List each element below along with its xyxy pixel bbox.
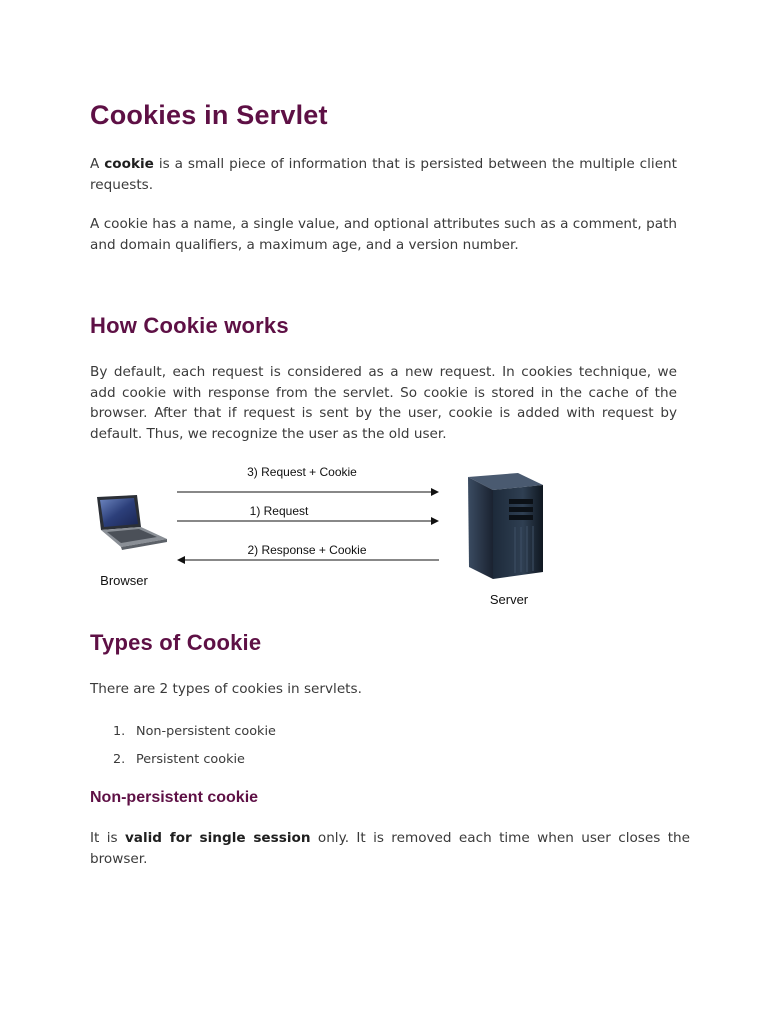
intro-p1-prefix: A	[90, 156, 105, 172]
arrow-label-request-cookie: 3) Request + Cookie	[247, 465, 357, 479]
types-intro-paragraph: There are 2 types of cookies in servlets.	[90, 681, 362, 697]
intro-paragraph-2: A cookie has a name, a single value, and optional attributes such as a comment, path and domain qualifiers, a maximum age, and a version number.	[90, 216, 677, 253]
non-persistent-paragraph	[90, 828, 690, 869]
cookie-flow-diagram	[85, 455, 565, 615]
intro-p1-rest: is a small piece of information that is persisted between the multiple client requests.	[90, 156, 677, 193]
arrow-label-response-cookie: 2) Response + Cookie	[247, 543, 367, 557]
section-heading-how-cookie-works: How Cookie works	[90, 313, 289, 338]
intro-p1-bold: cookie	[104, 156, 154, 172]
subheading-non-persistent-cookie: Non-persistent cookie	[90, 789, 259, 806]
intro-paragraph-1	[90, 154, 677, 195]
how-works-paragraph: By default, each request is considered as a new request. In cookies technique, we add cookie with response from the servlet. So cookie is stored in the cache of the browser. After that if request is sent by the user, cookie is added with request by default. Thus, we recognize the user as the old user.	[90, 364, 677, 442]
laptop-icon	[97, 495, 167, 550]
np-rest: only. It is removed each time when user closes the browser.	[90, 830, 690, 867]
server-tower-icon	[468, 473, 543, 579]
page-title: Cookies in Servlet	[90, 100, 328, 130]
np-prefix: It is	[90, 830, 125, 846]
browser-label: Browser	[100, 573, 148, 588]
arrow-label-request: 1) Request	[249, 504, 309, 518]
list-item-label: Persistent cookie	[136, 752, 245, 767]
list-item-label: Non-persistent cookie	[136, 724, 276, 739]
list-item-number: 2.	[113, 752, 126, 767]
server-label: Server	[489, 592, 529, 607]
section-heading-types-of-cookie: Types of Cookie	[90, 630, 262, 655]
list-item-number: 1.	[113, 724, 126, 739]
np-bold: valid for single session	[124, 830, 311, 846]
